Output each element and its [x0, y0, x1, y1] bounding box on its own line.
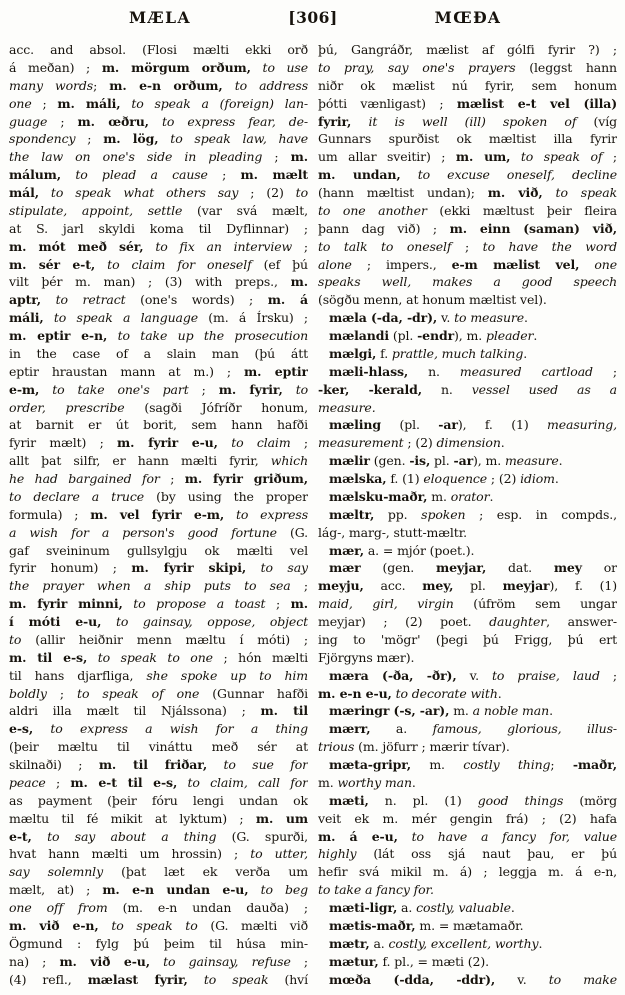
text-line: m. til e-s, to speak to one ; hón mælti	[9, 649, 308, 665]
text-line: mær (gen. meyjar, dat. mey or	[329, 560, 617, 576]
text-line: he had bargained for ; m. fyrir griðum,	[9, 471, 308, 486]
text-line: m. eptir e-n, to take up the prosecution	[9, 328, 308, 343]
text-line: boldly ; to speak of one (Gunnar hafði	[9, 685, 308, 701]
text-line: mæltu til fé mikit at lyktum) ; m. um	[9, 810, 308, 826]
text-line: í móti e-u, to gainsay, oppose, object	[9, 614, 308, 629]
text-line: to one another (ekki mæltust þeir fleira	[318, 202, 617, 218]
text-column-right	[318, 41, 617, 988]
text-line: niðr ok mælist nú fyrir, sem honum	[318, 77, 617, 93]
text-line: speaks well, makes a good speech	[318, 274, 617, 290]
text-line: m. worthy man.	[318, 774, 416, 790]
text-line: the prayer when a ship puts to sea ;	[9, 578, 308, 594]
text-line: measure.	[318, 399, 376, 415]
text-line: stipulate, appoint, settle (var svá mælt,	[9, 202, 308, 218]
text-line: allt þat silfr, er hann mælti fyrir, which	[9, 453, 308, 469]
text-line: m. e-n e-u, to decorate with.	[318, 685, 502, 701]
text-line: m. fyrir minni, to propose a toast ; m.	[9, 596, 308, 612]
text-line: mætis-maðr, m. = mætamaðr.	[329, 917, 524, 933]
text-line: mæti-ligr, a. costly, valuable.	[329, 900, 515, 915]
text-line: mœða (-dda, -ddr), v. to make	[329, 971, 617, 987]
text-line: say solemnly (þat læt ek verða um	[9, 864, 308, 880]
text-line: to take a fancy for.	[318, 882, 434, 898]
text-line: hefir svá mikil m. á) ; leggja m. á e-n,	[318, 864, 617, 880]
text-line: the law on one's side in pleading ; m.	[9, 149, 308, 165]
text-line: mær, a. = mjór (poet.).	[329, 542, 475, 558]
text-line: as payment (þeir fóru lengi undan ok	[9, 792, 308, 808]
text-line: fyrir, it is well (ill) spoken of (víg	[318, 113, 617, 129]
text-line: to pray, say one's prayers (leggst hann	[318, 59, 617, 75]
text-line: mælir (gen. -is, pl. -ar), m. measure.	[329, 453, 563, 469]
text-line: m. undan, to excuse oneself, decline	[318, 167, 617, 183]
text-line: highly (lát oss sjá naut þau, er þú	[318, 846, 617, 862]
text-line: Gunnars spurðist ok mæltist illa fyrir	[318, 131, 617, 147]
text-line: peace ; m. e-t til e-s, to claim, call for	[9, 774, 308, 790]
text-line: (hann mæltist undan); m. við, to speak	[318, 185, 617, 200]
text-line: to talk to oneself ; to have the word	[318, 238, 617, 254]
text-line: one ; m. máli, to speak a (foreign) lan-	[9, 95, 308, 111]
text-line: meyju, acc. mey, pl. meyjar), f. (1)	[318, 578, 617, 594]
text-line: meyjar) ; (2) poet. daughter, answer-	[318, 614, 617, 629]
text-line: e-s, to express a wish for a thing	[9, 721, 308, 737]
text-line: acc. and absol. (Flosi mælti ekki orð	[9, 42, 308, 57]
text-line: aptr, to retract (one's words) ; m. á	[9, 292, 308, 308]
text-line: mæla (-da, -dr), v. to measure.	[329, 310, 528, 326]
text-line: þú, Gangráðr, mælist af gólfi fyrir ?) ;	[318, 42, 617, 57]
text-line: mælgi, f. prattle, much talking.	[329, 345, 528, 361]
text-line: mælt, at) ; m. e-n undan e-u, to beg	[9, 882, 308, 898]
text-line: þótti vænligast) ; mælist e-t vel (illa)	[318, 95, 617, 111]
text-line: to (allir heiðnir menn mæltu í móti) ;	[9, 631, 308, 647]
page-number: [306]	[288, 8, 338, 27]
text-line: formula) ; m. vel fyrir e-m, to express	[9, 506, 308, 522]
text-line: mæling (pl. -ar), f. (1) measuring,	[329, 417, 617, 433]
text-line: trious (m. jöfurr ; mærir tívar).	[318, 739, 510, 755]
text-line: maid, girl, virgin (úfröm sem ungar	[318, 596, 617, 612]
text-line: mælska, f. (1) eloquence ; (2) idiom.	[329, 471, 559, 486]
text-line: mæli-hlass, n. measured cartload ;	[329, 363, 617, 379]
running-head-left-word: MÆLA	[128, 8, 192, 27]
text-line: vilt þér m. man) ; (3) with preps., m.	[9, 274, 308, 290]
text-line: (þeir mæltu til vináttu með sér at	[9, 739, 308, 755]
text-line: aldri illa mælt til Njálssona) ; m. til	[9, 703, 308, 719]
text-line: fyrir mælt) ; m. fyrir e-u, to claim ;	[9, 435, 308, 451]
text-line: mærr, a. famous, glorious, illus-	[329, 721, 617, 737]
text-column-left	[9, 41, 308, 988]
text-line: m. mót með sér, to fix an interview ;	[9, 238, 308, 254]
text-line: at barnit er út borit, sem hann hafði	[9, 417, 308, 433]
text-line: Fjörgyns mær).	[318, 649, 415, 665]
text-line: (4) refl., mælast fyrir, to speak (hví	[9, 971, 308, 987]
text-line: e-t, to say about a thing (G. spurði,	[9, 828, 308, 844]
text-line: eptir hraustan mann at m.) ; m. eptir	[9, 363, 308, 379]
text-line: many words; m. e-n orðum, to address	[9, 77, 308, 93]
text-line: gaf sveininum gullsylgju ok mælti vel	[9, 542, 308, 558]
text-line: á meðan) ; m. mörgum orðum, to use	[9, 59, 308, 75]
text-line: mætr, a. costly, excellent, worthy.	[329, 935, 543, 951]
text-line: mæringr (-s, -ar), m. a noble man.	[329, 703, 553, 719]
text-line: at S. jarl skyldi koma til Dyflinnar) ;	[9, 220, 308, 236]
text-line: mætur, f. pl., = mæti (2).	[329, 953, 489, 969]
text-line: m. sér e-t, to claim for oneself (ef þú	[9, 256, 308, 272]
running-head-right-word: MŒÐA	[434, 8, 502, 27]
text-line: in the case of a slain man (þú átt	[9, 345, 308, 361]
text-line: measurement ; (2) dimension.	[318, 435, 505, 451]
text-line: veit ek m. mér gengin frá) ; (2) hafa	[318, 810, 617, 826]
text-line: mæta-gripr, m. costly thing; -maðr,	[329, 757, 617, 772]
text-line: to declare a truce (by using the proper	[9, 488, 308, 504]
text-line: e-m, to take one's part ; m. fyrir, to	[9, 381, 308, 397]
text-line: þann dag við) ; m. einn (saman) við,	[318, 220, 617, 236]
text-line: um allar sveitir) ; m. um, to speak of ;	[318, 149, 617, 165]
text-line: one off from (m. e-n undan dauða) ;	[9, 900, 308, 915]
text-line: málum, to plead a cause ; m. mælt	[9, 167, 308, 183]
text-line: spondency ; m. lög, to speak law, have	[9, 131, 308, 147]
text-line: guage ; m. œðru, to express fear, de-	[9, 113, 308, 129]
text-line: a wish for a person's good fortune (G.	[9, 524, 308, 540]
text-line: mælandi (pl. -endr), m. pleader.	[329, 328, 538, 343]
text-line: mæra (-ða, -ðr), v. to praise, laud ;	[329, 667, 617, 683]
text-line: ing to 'mögr' (þegi þú Frigg, þú ert	[318, 631, 617, 647]
running-head	[0, 6, 625, 32]
text-line: mál, to speak what others say ; (2) to	[9, 185, 308, 200]
text-line: hvat hann mælti um hrossin) ; to utter,	[9, 846, 308, 862]
text-line: Ögmund : fylg þú þeim til húsa min-	[9, 935, 308, 951]
text-line: order, prescribe (sagði Jófríðr honum,	[9, 399, 308, 415]
text-line: mælsku-maðr, m. orator.	[329, 488, 494, 504]
text-line: m. á e-u, to have a fancy for, value	[318, 828, 617, 844]
text-line: skilnaði) ; m. til friðar, to sue for	[9, 757, 308, 772]
text-line: alone ; impers., e-m mælist vel, one	[318, 256, 617, 272]
text-line: fyrir honum) ; m. fyrir skipi, to say	[9, 560, 308, 576]
text-line: mæti, n. pl. (1) good things (mörg	[329, 792, 617, 808]
text-line: m. við e-n, to speak to (G. mælti við	[9, 917, 308, 933]
text-line: lág-, marg-, stutt-mæltr.	[318, 524, 468, 540]
text-line: mæltr, pp. spoken ; esp. in compds.,	[329, 506, 617, 522]
text-line: (sögðu menn, at honum mæltist vel).	[318, 292, 547, 308]
text-line: máli, to speak a language (m. á Írsku) ;	[9, 310, 308, 326]
text-line: na) ; m. við e-u, to gainsay, refuse ;	[9, 953, 308, 969]
text-line: til hans djarfliga, she spoke up to him	[9, 667, 308, 683]
text-line: -ker, -kerald, n. vessel used as a	[318, 381, 617, 397]
